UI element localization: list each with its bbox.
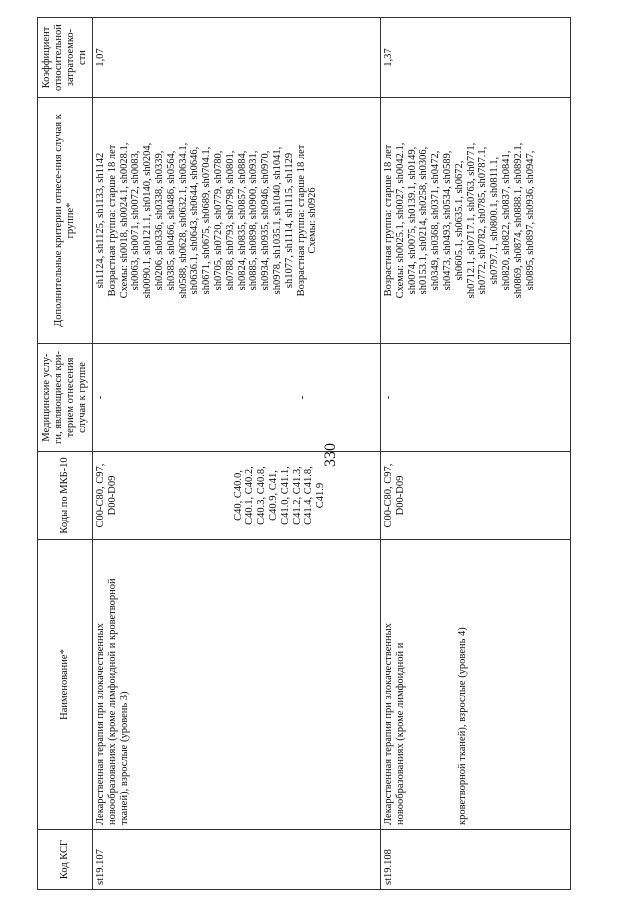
row-name: Лекарственная терапия при злокачественных новообразованиях (кроме лимфоидной и кроветворной тканей), взрослые (уровень 3) bbox=[93, 540, 381, 830]
header-services: Медицинские услу-ги, являющиеся кри-терием отнесения случая к группе bbox=[38, 344, 93, 452]
criteria-line: Схемы: sh0025.1, sh0027, sh0042.1, bbox=[394, 142, 406, 299]
header-coef: Коэффициент относительной затратоемко-сти bbox=[38, 18, 93, 98]
ksg-table bbox=[37, 17, 571, 890]
row-mkb: C00-C80, C97, D00-D09 bbox=[381, 452, 571, 540]
row-code: st19.108 bbox=[381, 830, 571, 890]
criteria-line: sh0385, sh0466, sh0486, sh0564, bbox=[165, 150, 177, 291]
criteria-line: sh0788, sh0793, sh0798, sh0801, bbox=[224, 150, 236, 291]
row-services bbox=[93, 344, 381, 452]
criteria-line: sh0978, sh1035.1, sh1040, sh1041, bbox=[271, 146, 283, 295]
criteria-line: sh0605.1, sh0635.1, sh0672, bbox=[453, 160, 465, 281]
criteria-line: sh0206, sh0336, sh0338, sh0339, bbox=[153, 150, 165, 291]
criteria-line: sh0090.1, sh0121.1, sh0140, sh0204, bbox=[142, 142, 154, 299]
criteria-line: sh0588, sh0628, sh0632.1, sh0634.1, bbox=[177, 142, 189, 299]
table-row bbox=[93, 18, 381, 890]
criteria-line: Схемы: sh0926 bbox=[307, 187, 319, 254]
criteria-line: Возрастная группа: старше 18 лет bbox=[295, 144, 307, 297]
header-name: Наименование* bbox=[38, 540, 93, 830]
row-criteria bbox=[93, 98, 381, 344]
criteria-line: sh0797.1, sh0800.1, sh0811.1, bbox=[489, 156, 501, 285]
row-name-line: Лекарственная терапия при злокачественных новообразованиях (кроме лимфоидной и bbox=[383, 623, 406, 825]
criteria-line: sh0153.1, sh0214, sh0258, sh0306, bbox=[418, 146, 430, 295]
criteria-line: sh0671, sh0675, sh0689, sh0704.1, bbox=[201, 146, 213, 295]
criteria-line: sh0820, sh0822, sh0837, sh0841, bbox=[500, 150, 512, 291]
table-row bbox=[381, 18, 571, 890]
criteria-line: sh0772, sh0782, sh0785, sh0787.1, bbox=[477, 146, 489, 295]
rotated-page bbox=[37, 18, 639, 890]
services-value-2: - bbox=[296, 395, 308, 400]
criteria-line: sh0895, sh0897, sh0936, sh0947, bbox=[524, 150, 536, 291]
row-code: st19.107 bbox=[93, 830, 381, 890]
criteria-line: sh0473, sh0493, sh0534, sh0589, bbox=[441, 150, 453, 291]
criteria-line: sh0712.1, sh0717.1, sh0763, sh0771, bbox=[465, 142, 477, 299]
criteria-line: Возрастная группа: старше 18 лет bbox=[383, 144, 394, 297]
criteria-line: sh1077, sh1114, sh1115, sh1129 bbox=[283, 152, 295, 289]
row-mkb bbox=[93, 452, 381, 540]
header-criteria: Дополнительные критерии отнесе-ния случая к группе* bbox=[38, 98, 93, 344]
services-value-1: - bbox=[95, 395, 106, 400]
row-coef: 1,37 bbox=[381, 18, 571, 98]
header-row bbox=[38, 18, 93, 890]
criteria-line: sh0063, sh0071, sh0072, sh0083, bbox=[130, 150, 142, 291]
criteria-line: sh0705, sh0720, sh0779, sh0780, bbox=[212, 150, 224, 291]
criteria-line: Схемы: sh0018, sh0024.1, sh0028.1, bbox=[118, 142, 130, 299]
header-mkb: Коды по МКБ-10 bbox=[38, 452, 93, 540]
mkb-list-1: C00-C80, C97, D00-D09 bbox=[95, 463, 118, 528]
header-code: Код КСГ bbox=[38, 830, 93, 890]
mkb-list-2: C40, C40.0, C40.1, C40.2, C40.3, C40.8, C40.9, C41, C41.0, C41.1, C41.2, C41.3, C41.4, C41.8, C41.9 bbox=[232, 466, 327, 525]
row-services: - bbox=[381, 344, 571, 452]
criteria-line: sh0934, sh0935, sh0946, sh0970, bbox=[260, 150, 272, 291]
row-name-line: кроветворной тканей), взрослые (уровень 4) bbox=[456, 627, 468, 825]
criteria-line: sh0636.1, sh0643, sh0644, sh0646, bbox=[189, 146, 201, 295]
row-criteria bbox=[381, 98, 571, 344]
row-name bbox=[381, 540, 571, 830]
page-number: 330 bbox=[322, 443, 339, 467]
criteria-line: sh0074, sh0075, sh0139.1, sh0149, bbox=[406, 146, 418, 295]
criteria-line: Возрастная группа: старше 18 лет bbox=[106, 144, 118, 297]
criteria-line: sh0349, sh0368, sh0371, sh0472, bbox=[430, 150, 442, 291]
row-coef: 1,07 bbox=[93, 18, 381, 98]
criteria-line: sh0885, sh0898, sh0900, sh0931, bbox=[248, 150, 260, 291]
criteria-line: sh1124, sh1125, sh1133, sh1142 bbox=[95, 152, 106, 289]
criteria-line: sh0869, sh0874, sh0888.1, sh0892.1, bbox=[512, 142, 524, 299]
criteria-line: sh0824, sh0835, sh0857, sh0884, bbox=[236, 150, 248, 291]
